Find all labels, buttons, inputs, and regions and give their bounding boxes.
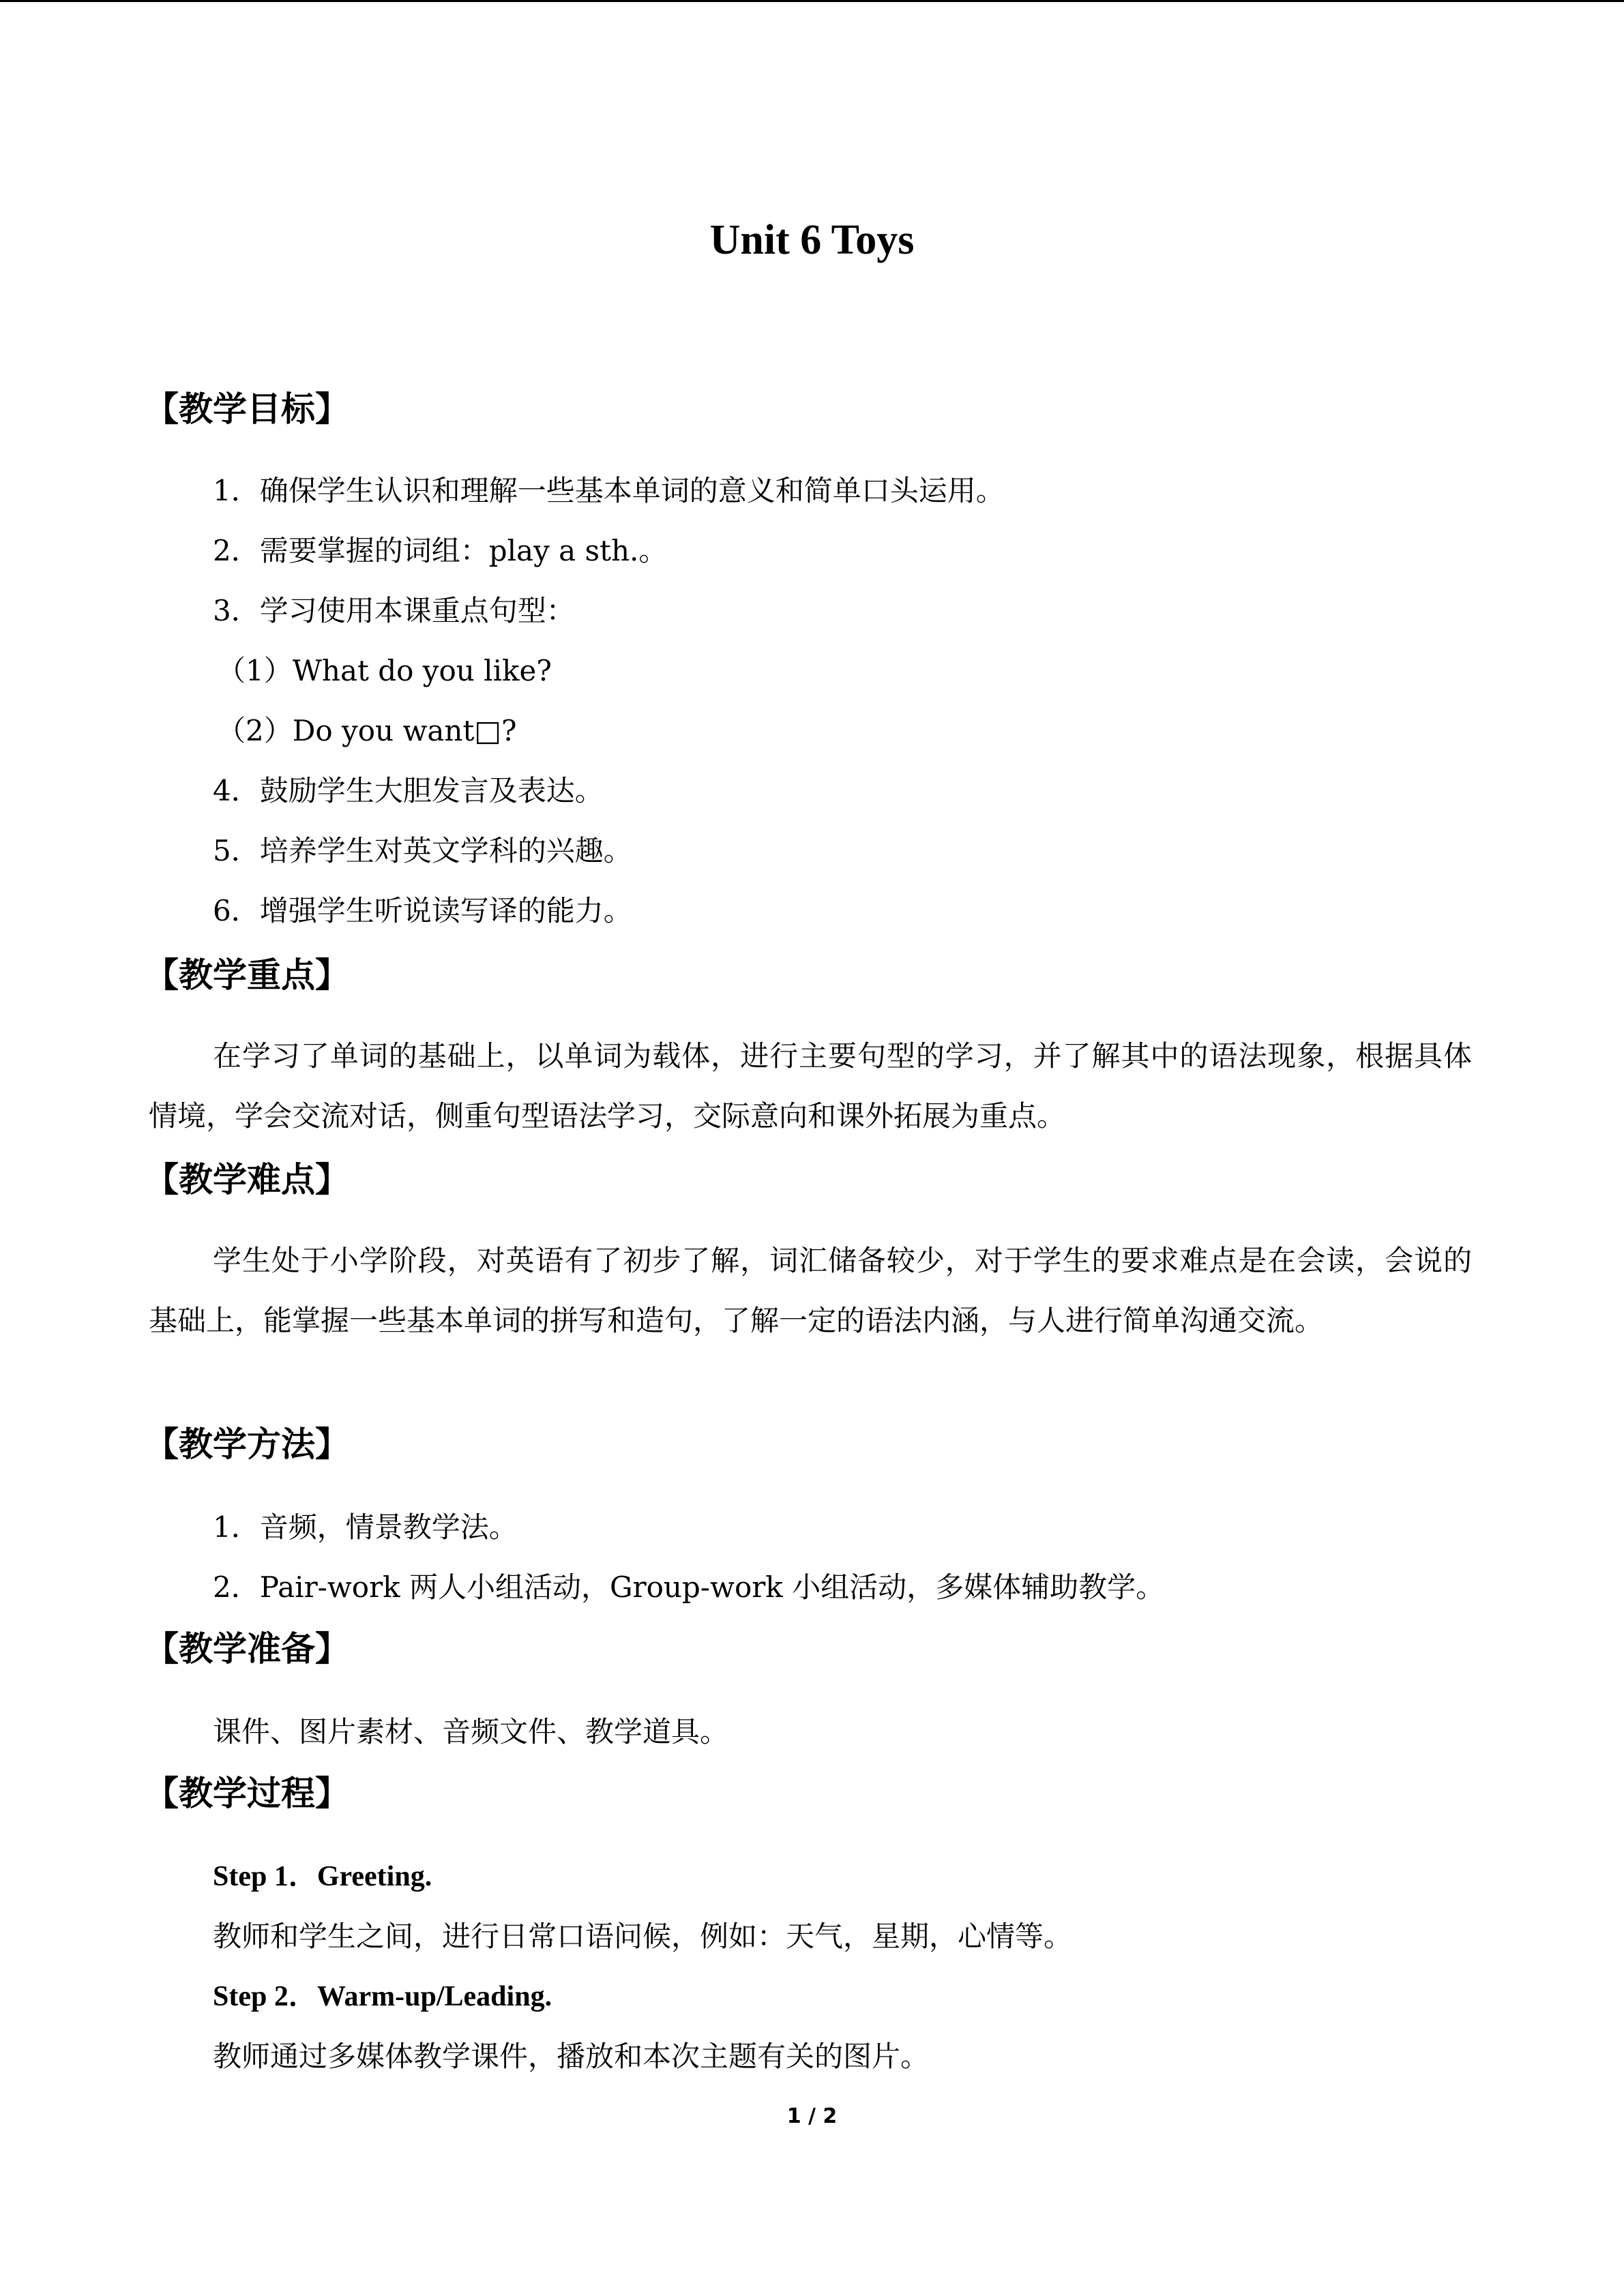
heading-difficulties: 【教学难点】: [145, 1160, 349, 1199]
key-points-paragraph: 在学习了单词的基础上，以单词为载体，进行主要句型的学习，并了解其中的语法现象，根据具体情境，学会交流对话，侧重句型语法学习，交际意向和课外拓展为重点。: [149, 1039, 1472, 1133]
objective-item: 5．培养学生对英文学科的兴趣。: [213, 834, 632, 867]
heading-teaching-objectives: 【教学目标】: [145, 389, 349, 429]
page-top-border: [0, 0, 1624, 2]
method-item: 1．音频，情景教学法。: [213, 1510, 518, 1544]
objective-item: 2．需要掌握的词组：play a sth.。: [213, 534, 668, 567]
heading-methods: 【教学方法】: [145, 1425, 349, 1464]
objective-item: 4．鼓励学生大胆发言及表达。: [213, 774, 604, 807]
objective-sentence-pattern: （1）What do you like?: [217, 654, 552, 687]
step-title: Step 2．Warm-up/Leading.: [213, 1981, 552, 2012]
document-title: Unit 6 Toys: [709, 217, 915, 263]
objective-item: 6．增强学生听说读写译的能力。: [213, 894, 632, 927]
page-number: 1 / 2: [786, 2104, 838, 2128]
heading-key-points: 【教学重点】: [145, 955, 349, 995]
method-item: 2．Pair-work 两人小组活动，Group-work 小组活动，多媒体辅助教学。: [213, 1570, 1165, 1604]
heading-process: 【教学过程】: [145, 1774, 349, 1813]
step-description: 教师通过多媒体教学课件，播放和本次主题有关的图片。: [213, 2040, 930, 2073]
step-title: Step 1．Greeting.: [213, 1861, 432, 1892]
objective-item: 3．学习使用本课重点句型：: [213, 594, 575, 627]
heading-preparation: 【教学准备】: [145, 1629, 349, 1669]
difficulties-paragraph: 学生处于小学阶段，对英语有了初步了解，词汇储备较少，对于学生的要求难点是在会读，会说的基础上，能掌握一些基本单词的拼写和造句，了解一定的语法内涵，与人进行简单沟通交流。: [149, 1244, 1472, 1337]
step-description: 教师和学生之间，进行日常口语问候，例如：天气，星期，心情等。: [213, 1920, 1073, 1953]
objective-item: 1．确保学生认识和理解一些基本单词的意义和简单口头运用。: [213, 474, 1005, 507]
preparation-text: 课件、图片素材、音频文件、教学道具。: [213, 1715, 729, 1748]
objective-sentence-pattern: （2）Do you want□?: [217, 714, 517, 747]
